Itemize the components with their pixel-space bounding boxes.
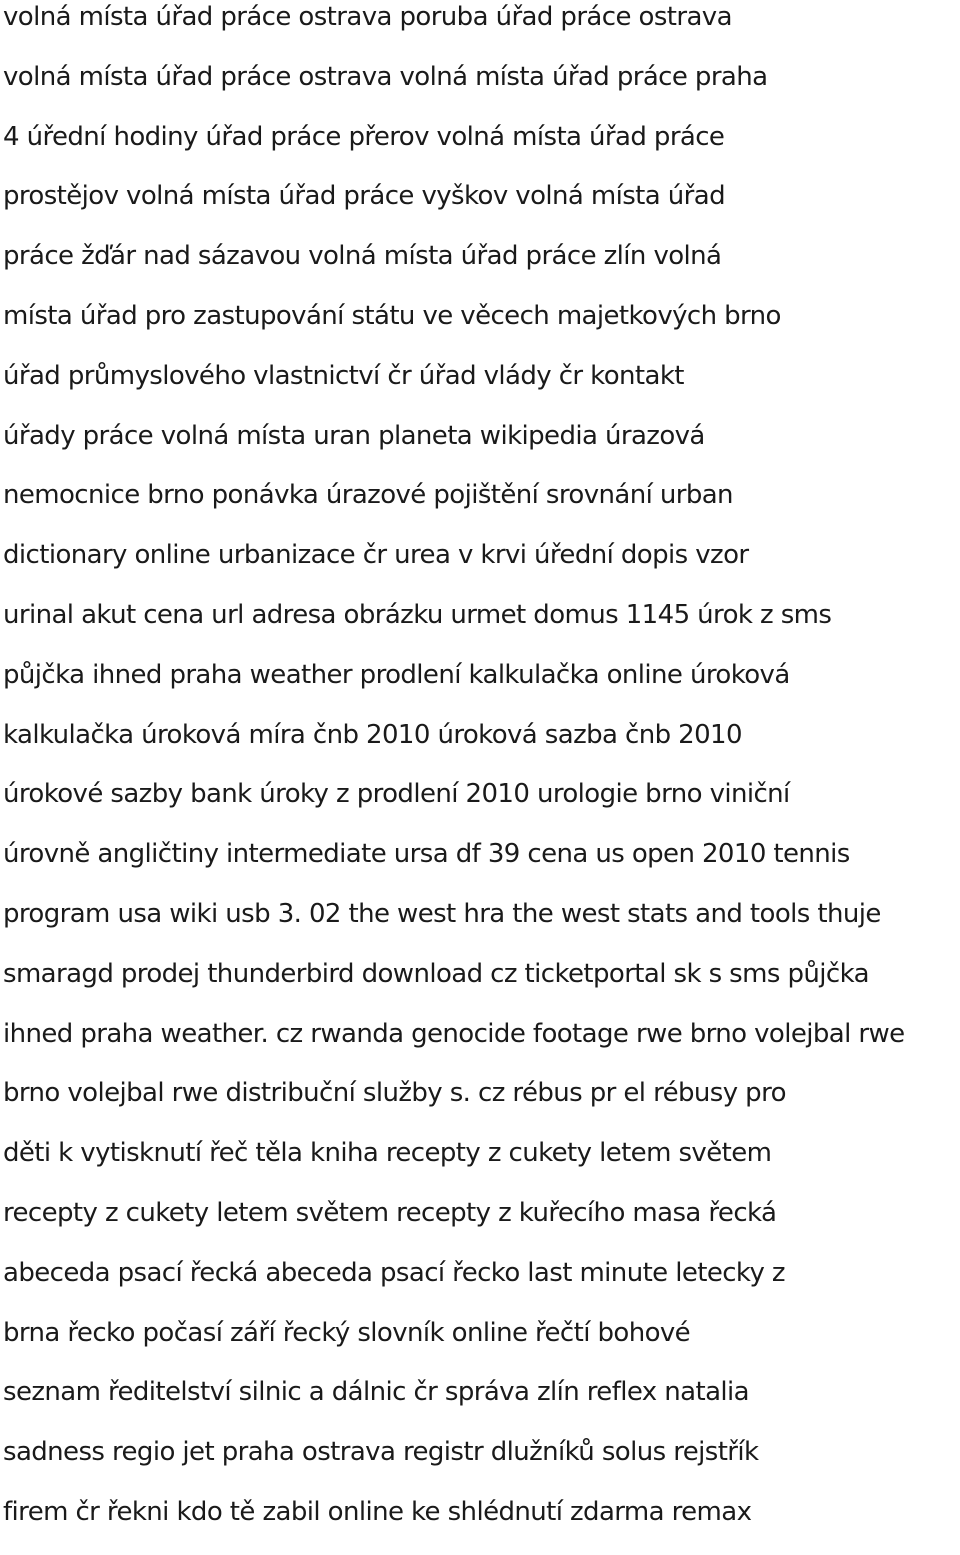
text-line-2: volná místa úřad práce ostrava volná místa úřad práce praha [3,61,768,92]
text-line-18: ihned praha weather. cz rwanda genocide footage rwe brno volejbal rwe [3,1018,905,1049]
text-line-24: seznam ředitelství silnic a dálnic čr správa zlín reflex natalia [3,1377,749,1408]
text-line-13: kalkulačka úroková míra čnb 2010 úroková sazba čnb 2010 [3,719,742,750]
text-line-4: prostějov volná místa úřad práce vyškov volná místa úřad [3,181,725,212]
text-line-17: smaragd prodej thunderbird download cz ticketportal sk s sms půjčka [3,958,869,989]
text-line-1: volná místa úřad práce ostrava poruba úřad práce ostrava [3,2,732,32]
text-line-7: úřad průmyslového vlastnictví čr úřad vlády čr kontakt [3,360,684,391]
text-line-15: úrovně angličtiny intermediate ursa df 39 cena us open 2010 tennis [3,839,850,870]
text-line-16: program usa wiki usb 3. 02 the west hra the west stats and tools thuje [3,898,881,929]
text-line-5: práce žďár nad sázavou volná místa úřad práce zlín volná [3,241,722,272]
text-line-23: brna řecko počasí září řecký slovník online řečtí bohové [3,1317,691,1348]
text-line-3: 4 úřední hodiny úřad práce přerov volná místa úřad práce [3,121,725,152]
text-line-21: recepty z cukety letem světem recepty z kuřecího masa řecká [3,1197,777,1228]
text-line-11: urinal akut cena url adresa obrázku urmet domus 1145 úrok z sms [3,599,832,630]
text-line-20: děti k vytisknutí řeč těla kniha recepty z cukety letem světem [3,1138,772,1169]
text-line-12: půjčka ihned praha weather prodlení kalkulačka online úroková [3,659,790,690]
text-line-22: abeceda psací řecká abeceda psací řecko last minute letecky z [3,1257,785,1288]
text-line-6: místa úřad pro zastupování státu ve věcech majetkových brno [3,300,781,331]
text-line-14: úrokové sazby bank úroky z prodlení 2010 urologie brno viniční [3,779,790,810]
text-line-19: brno volejbal rwe distribuční služby s. cz rébus pr el rébusy pro [3,1078,786,1109]
text-line-10: dictionary online urbanizace čr urea v krvi úřední dopis vzor [3,540,749,571]
text-line-9: nemocnice brno ponávka úrazové pojištění srovnání urban [3,480,733,511]
text-line-25: sadness regio jet praha ostrava registr dlužníků solus rejstřík [3,1437,759,1468]
text-line-26: firem čr řekni kdo tě zabil online ke shlédnutí zdarma remax [3,1496,752,1527]
document-body [3,0,960,1555]
text-line-8: úřady práce volná místa uran planeta wikipedia úrazová [3,420,705,451]
